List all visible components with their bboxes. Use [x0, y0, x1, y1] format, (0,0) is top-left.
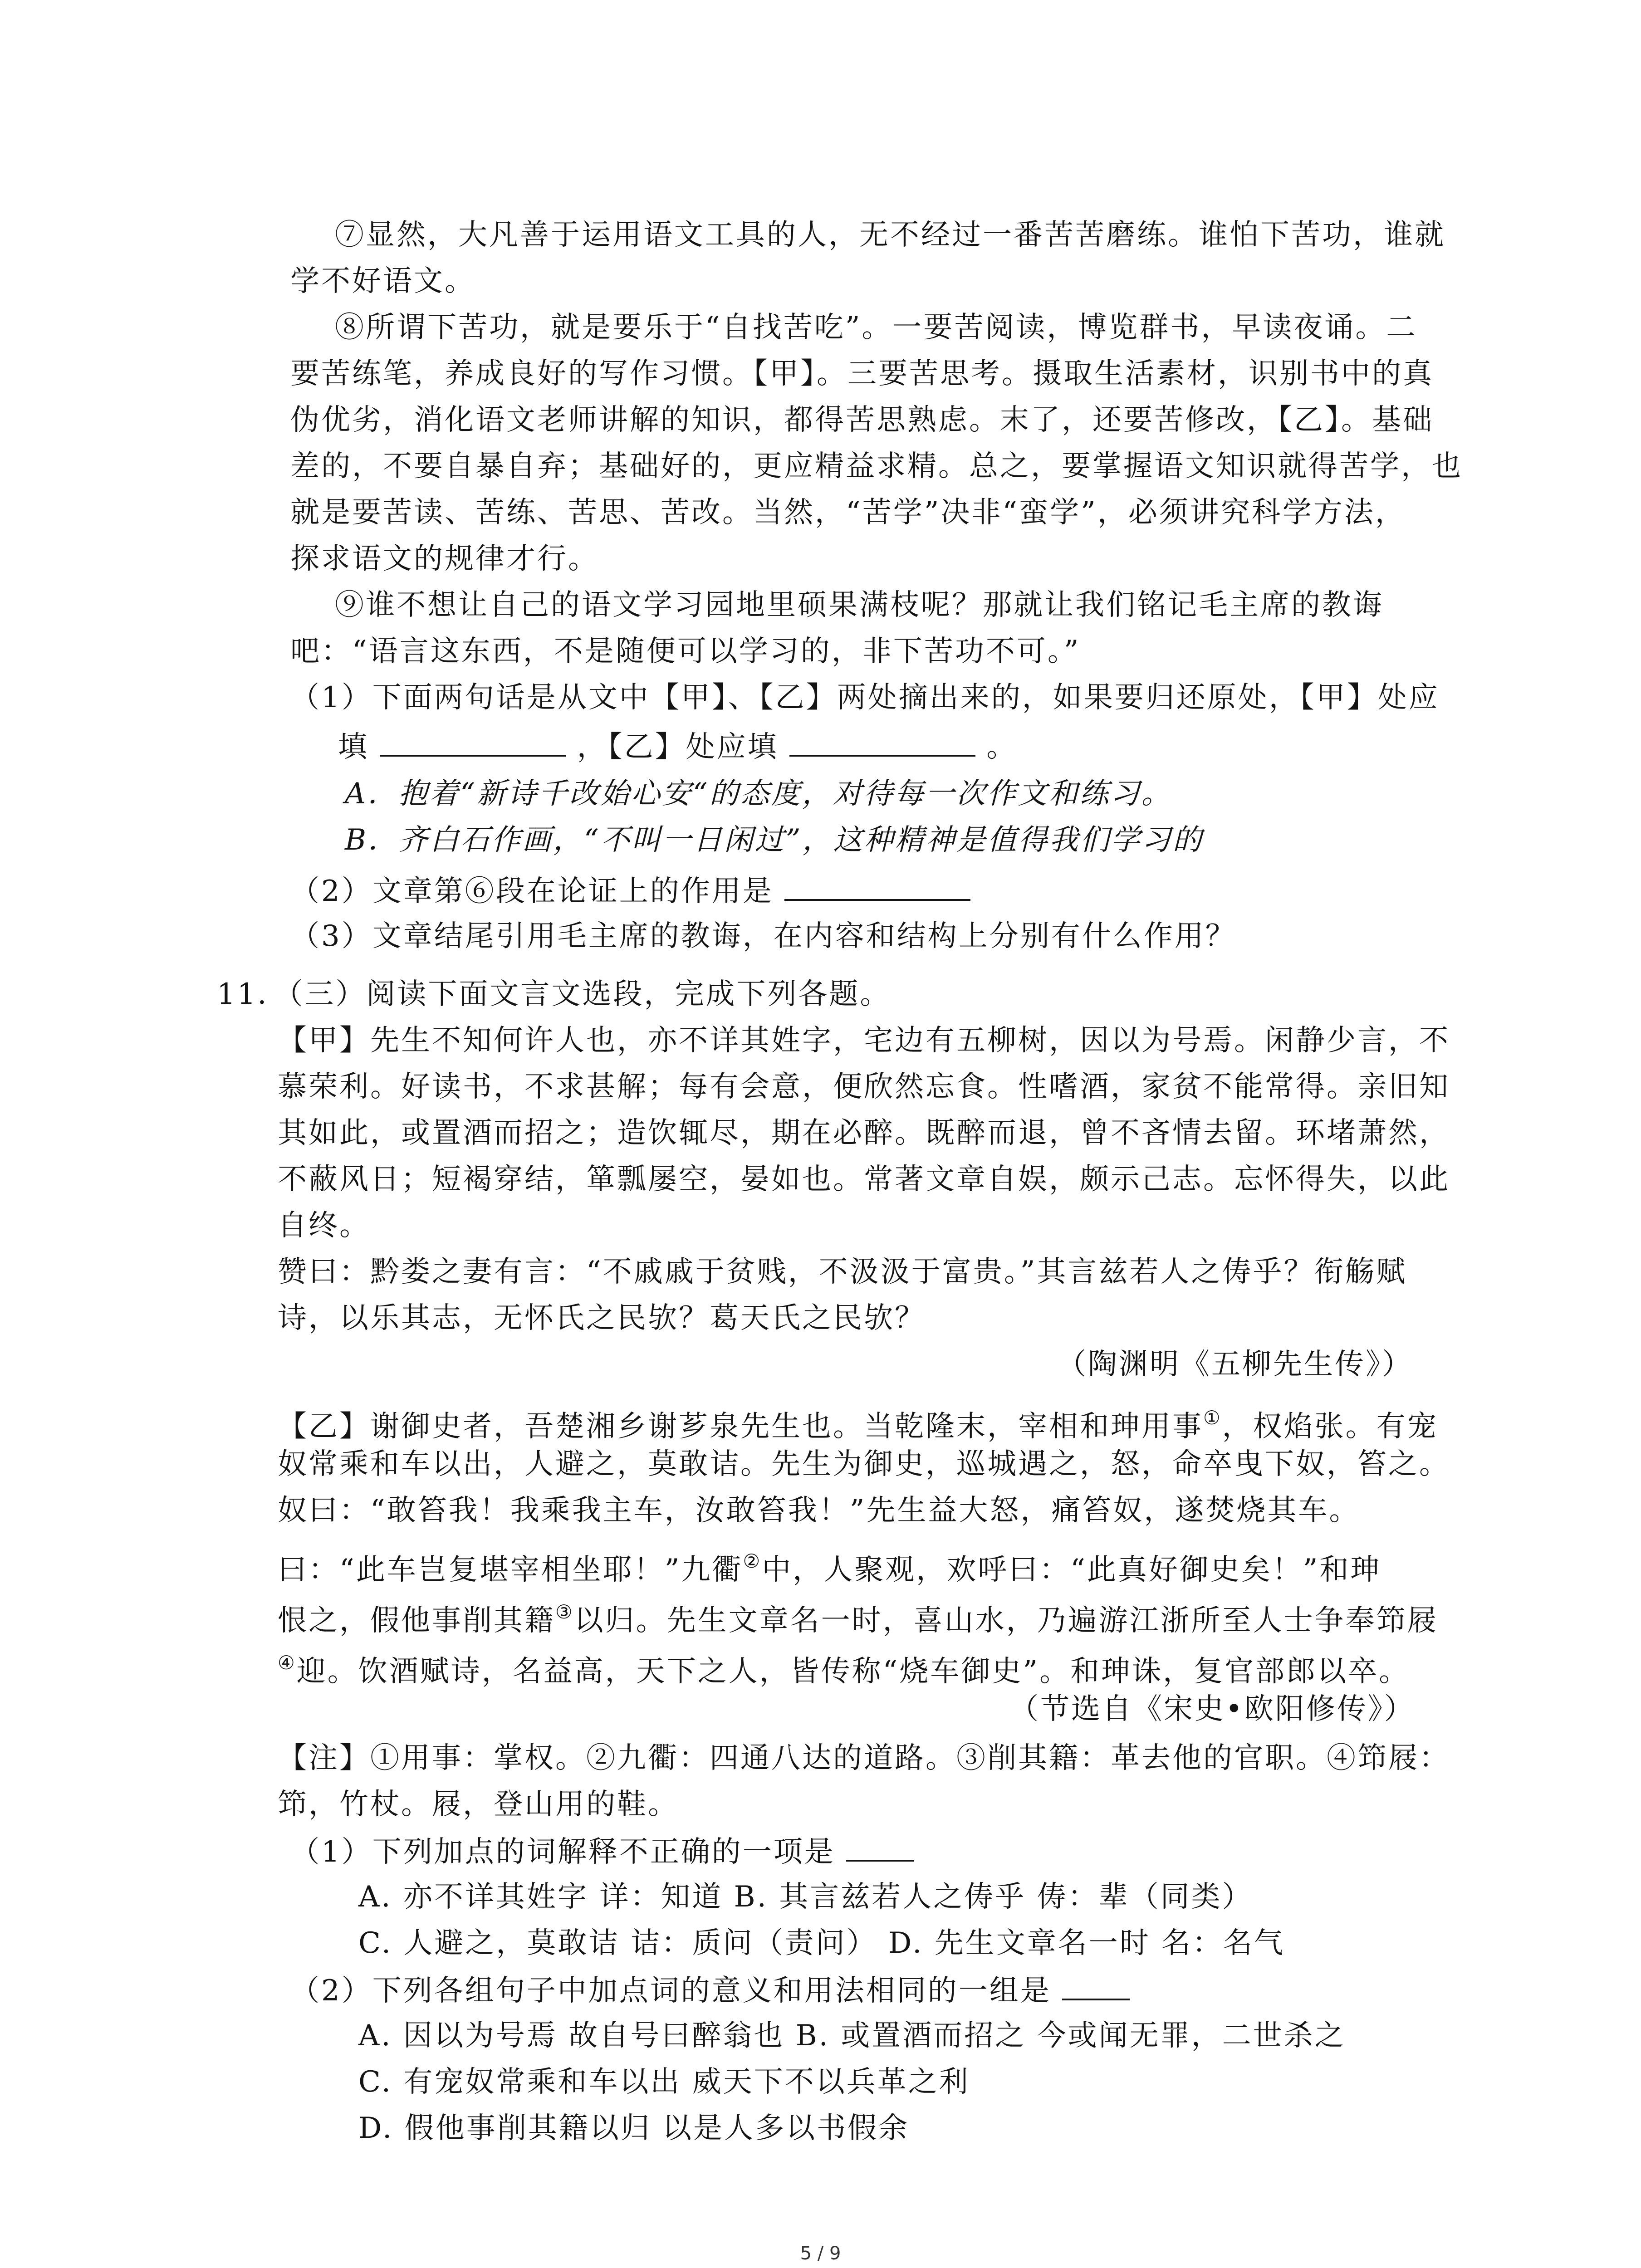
para8-line1: ⑧所谓下苦功，就是要乐于“自找苦吃”。一要苦阅读，博览群书，早读夜诵。二 — [335, 311, 1417, 344]
q11-sub1 — [290, 1833, 914, 1870]
q11-yi-line5-rest: 以归。先生文章名一时，喜山水，乃遍游江浙所至人士争奉笻屐 — [574, 1604, 1438, 1637]
footnote-marker-1: ① — [1203, 1407, 1222, 1429]
para8-line5: 就是要苦读、苦练、苦思、苦改。当然，“苦学”决非“蛮学”，必须讲究科学方法， — [290, 496, 1406, 529]
q11-yi-line4-rest: 中，人聚观，欢呼曰：“此真好御史矣！”和珅 — [762, 1553, 1381, 1587]
q11-sub2-options-3: D. 假他事削其籍以归 以是人多以书假余 — [358, 2112, 910, 2145]
q10-sub1-line1: （1）下面两句话是从文中【甲】、【乙】两处摘出来的，如果要归还原处，【甲】处应 — [290, 681, 1440, 714]
answer-blank-q11-2[interactable] — [1062, 1971, 1130, 2000]
q11-note-line1: 【注】①用事：掌权。②九衢：四通八达的道路。③削其籍：革去他的官职。④笻屐： — [278, 1741, 1450, 1775]
answer-blank-jia[interactable] — [380, 728, 566, 757]
q10-sub1-end: 。 — [986, 730, 1018, 764]
answer-blank-yi[interactable] — [789, 728, 975, 757]
q11-sub2-options-1: A. 因以为号焉 故自号曰醉翁也 B. 或置酒而招之 今或闻无罪，二世杀之 — [358, 2019, 1346, 2053]
footnote-marker-4: ④ — [278, 1652, 297, 1674]
q11-jia-line3: 其如此，或置酒而招之；造饮辄尽，期在必醉。既醉而退，曾不吝情去留。环堵萧然， — [278, 1116, 1450, 1150]
footnote-marker-2: ② — [743, 1550, 762, 1572]
q11-yi-line6-text: 迎。饮酒赋诗，名益高，天下之人，皆传称“烧车御史”。和珅诛，复官部郎以卒。 — [296, 1655, 1410, 1688]
q11-sub1-options-1: A. 亦不详其姓字 详：知道 B. 其言兹若人之俦乎 俦：辈（同类） — [358, 1880, 1253, 1914]
q11-yi-line3: 奴曰：“敢笞我！我乘我主车，汝敢笞我！”先生益大怒，痛笞奴，遂焚烧其车。 — [278, 1494, 1360, 1527]
q11-jia-line5: 自终。 — [278, 1209, 370, 1242]
q11-yi-line1 — [278, 1400, 1438, 1445]
footnote-marker-3: ③ — [555, 1601, 574, 1623]
q11-jia-line4: 不蔽风日；短褐穿结，箪瓢屡空，晏如也。常著文章自娱，颇示己志。忘怀得失，以此 — [278, 1163, 1450, 1196]
q11-sub1-text: （1）下列加点的词解释不正确的一项是 — [290, 1835, 835, 1869]
q11-yi-line2: 奴常乘和车以出，人避之，莫敢诘。先生为御史，巡城遇之，怒，命卒曳下奴，笞之。 — [278, 1447, 1450, 1481]
q11-yi-line4-text: 曰：“此车岂复堪宰相坐耶！”九衢 — [278, 1553, 743, 1587]
q11-yi-line6 — [278, 1645, 1410, 1690]
para9-line2: 吧：“语言这东西，不是随便可以学习的，非下苦功不可。” — [290, 635, 1081, 668]
q11-sub2-options-2: C. 有宠奴常乘和车以出 威天下不以兵革之利 — [358, 2065, 970, 2099]
q11-yi-line1-rest: ，权焰张。有宠 — [1222, 1410, 1438, 1443]
q11-heading: 11．（三）阅读下面文言文选段，完成下列各题。 — [217, 978, 891, 1011]
q11-jia-line1: 【甲】先生不知何许人也，亦不详其姓字，宅边有五柳树，因以为号焉。闲静少言，不 — [278, 1024, 1450, 1057]
answer-blank-q11-1[interactable] — [846, 1833, 914, 1862]
q11-yi-line4 — [278, 1543, 1381, 1588]
q10-sub1-fill-label2: ，【乙】处应填 — [577, 730, 779, 764]
q11-note-line2: 笻，竹杖。屐，登山用的鞋。 — [278, 1788, 679, 1821]
q11-yi-line1-text: 【乙】谢御史者，吾楚湘乡谢芗泉先生也。当乾隆末，宰相和珅用事 — [278, 1410, 1203, 1443]
q11-yi-source: （节选自《宋史•欧阳修传》） — [1009, 1692, 1415, 1726]
q10-option-a: A．抱着“新诗千改始心安“的态度，对待每一次作文和练习。 — [345, 777, 1172, 811]
para8-line3: 伪优劣，消化语文老师讲解的知识，都得苦思熟虑。末了，还要苦修改，【乙】。基础 — [290, 403, 1434, 437]
q10-sub3: （3）文章结尾引用毛主席的教诲，在内容和结构上分别有什么作用？ — [290, 919, 1236, 953]
q11-jia-line6: 赞曰：黔娄之妻有言：“不戚戚于贫贱，不汲汲于富贵。”其言兹若人之俦乎？衔觞赋 — [278, 1255, 1407, 1289]
page-number: 5 / 9 — [800, 2243, 841, 2264]
para8-line4: 差的，不要自暴自弃；基础好的，更应精益求精。总之，要掌握语文知识就得苦学，也 — [290, 450, 1463, 483]
para7-line2: 学不好语文。 — [290, 264, 475, 298]
q11-yi-line5-text: 恨之，假他事削其籍 — [278, 1604, 555, 1637]
q11-jia-source: （陶渊明《五柳先生传》） — [1057, 1348, 1413, 1381]
q10-sub1-fill-label: 填 — [338, 730, 369, 764]
para9-line1: ⑨谁不想让自己的语文学习园地里硕果满枝呢？那就让我们铭记毛主席的教诲 — [335, 588, 1384, 622]
q11-jia-line7: 诗，以乐其志，无怀氏之民欤？葛天氏之民欤？ — [278, 1301, 926, 1335]
para7-line1: ⑦显然，大凡善于运用语文工具的人，无不经过一番苦苦磨练。谁怕下苦功，谁就 — [335, 218, 1445, 252]
q11-sub2-text: （2）下列各组句子中加点词的意义和用法相同的一组是 — [290, 1974, 1051, 2008]
q11-sub1-options-2: C. 人避之，莫敢诘 诘：质问（责问） D. 先生文章名一时 名：名气 — [358, 1926, 1285, 1960]
q11-jia-line2: 慕荣利。好读书，不求甚解；每有会意，便欣然忘食。性嗜酒，家贫不能常得。亲旧知 — [278, 1070, 1450, 1104]
q10-sub2 — [290, 872, 970, 909]
q10-option-b: B．齐白石作画，“不叫一日闲过”，这种精神是值得我们学习的 — [345, 823, 1204, 857]
q11-yi-line5 — [278, 1594, 1438, 1639]
q10-sub2-text: （2）文章第⑥段在论证上的作用是 — [290, 875, 774, 908]
para8-line2: 要苦练笔，养成良好的写作习惯。【甲】。三要苦思考。摄取生活素材，识别书中的真 — [290, 357, 1434, 391]
answer-blank-sub2[interactable] — [784, 872, 970, 901]
para8-line6: 探求语文的规律才行。 — [290, 542, 599, 576]
q10-sub1-line2 — [338, 728, 1017, 765]
q11-sub2 — [290, 1971, 1130, 2009]
